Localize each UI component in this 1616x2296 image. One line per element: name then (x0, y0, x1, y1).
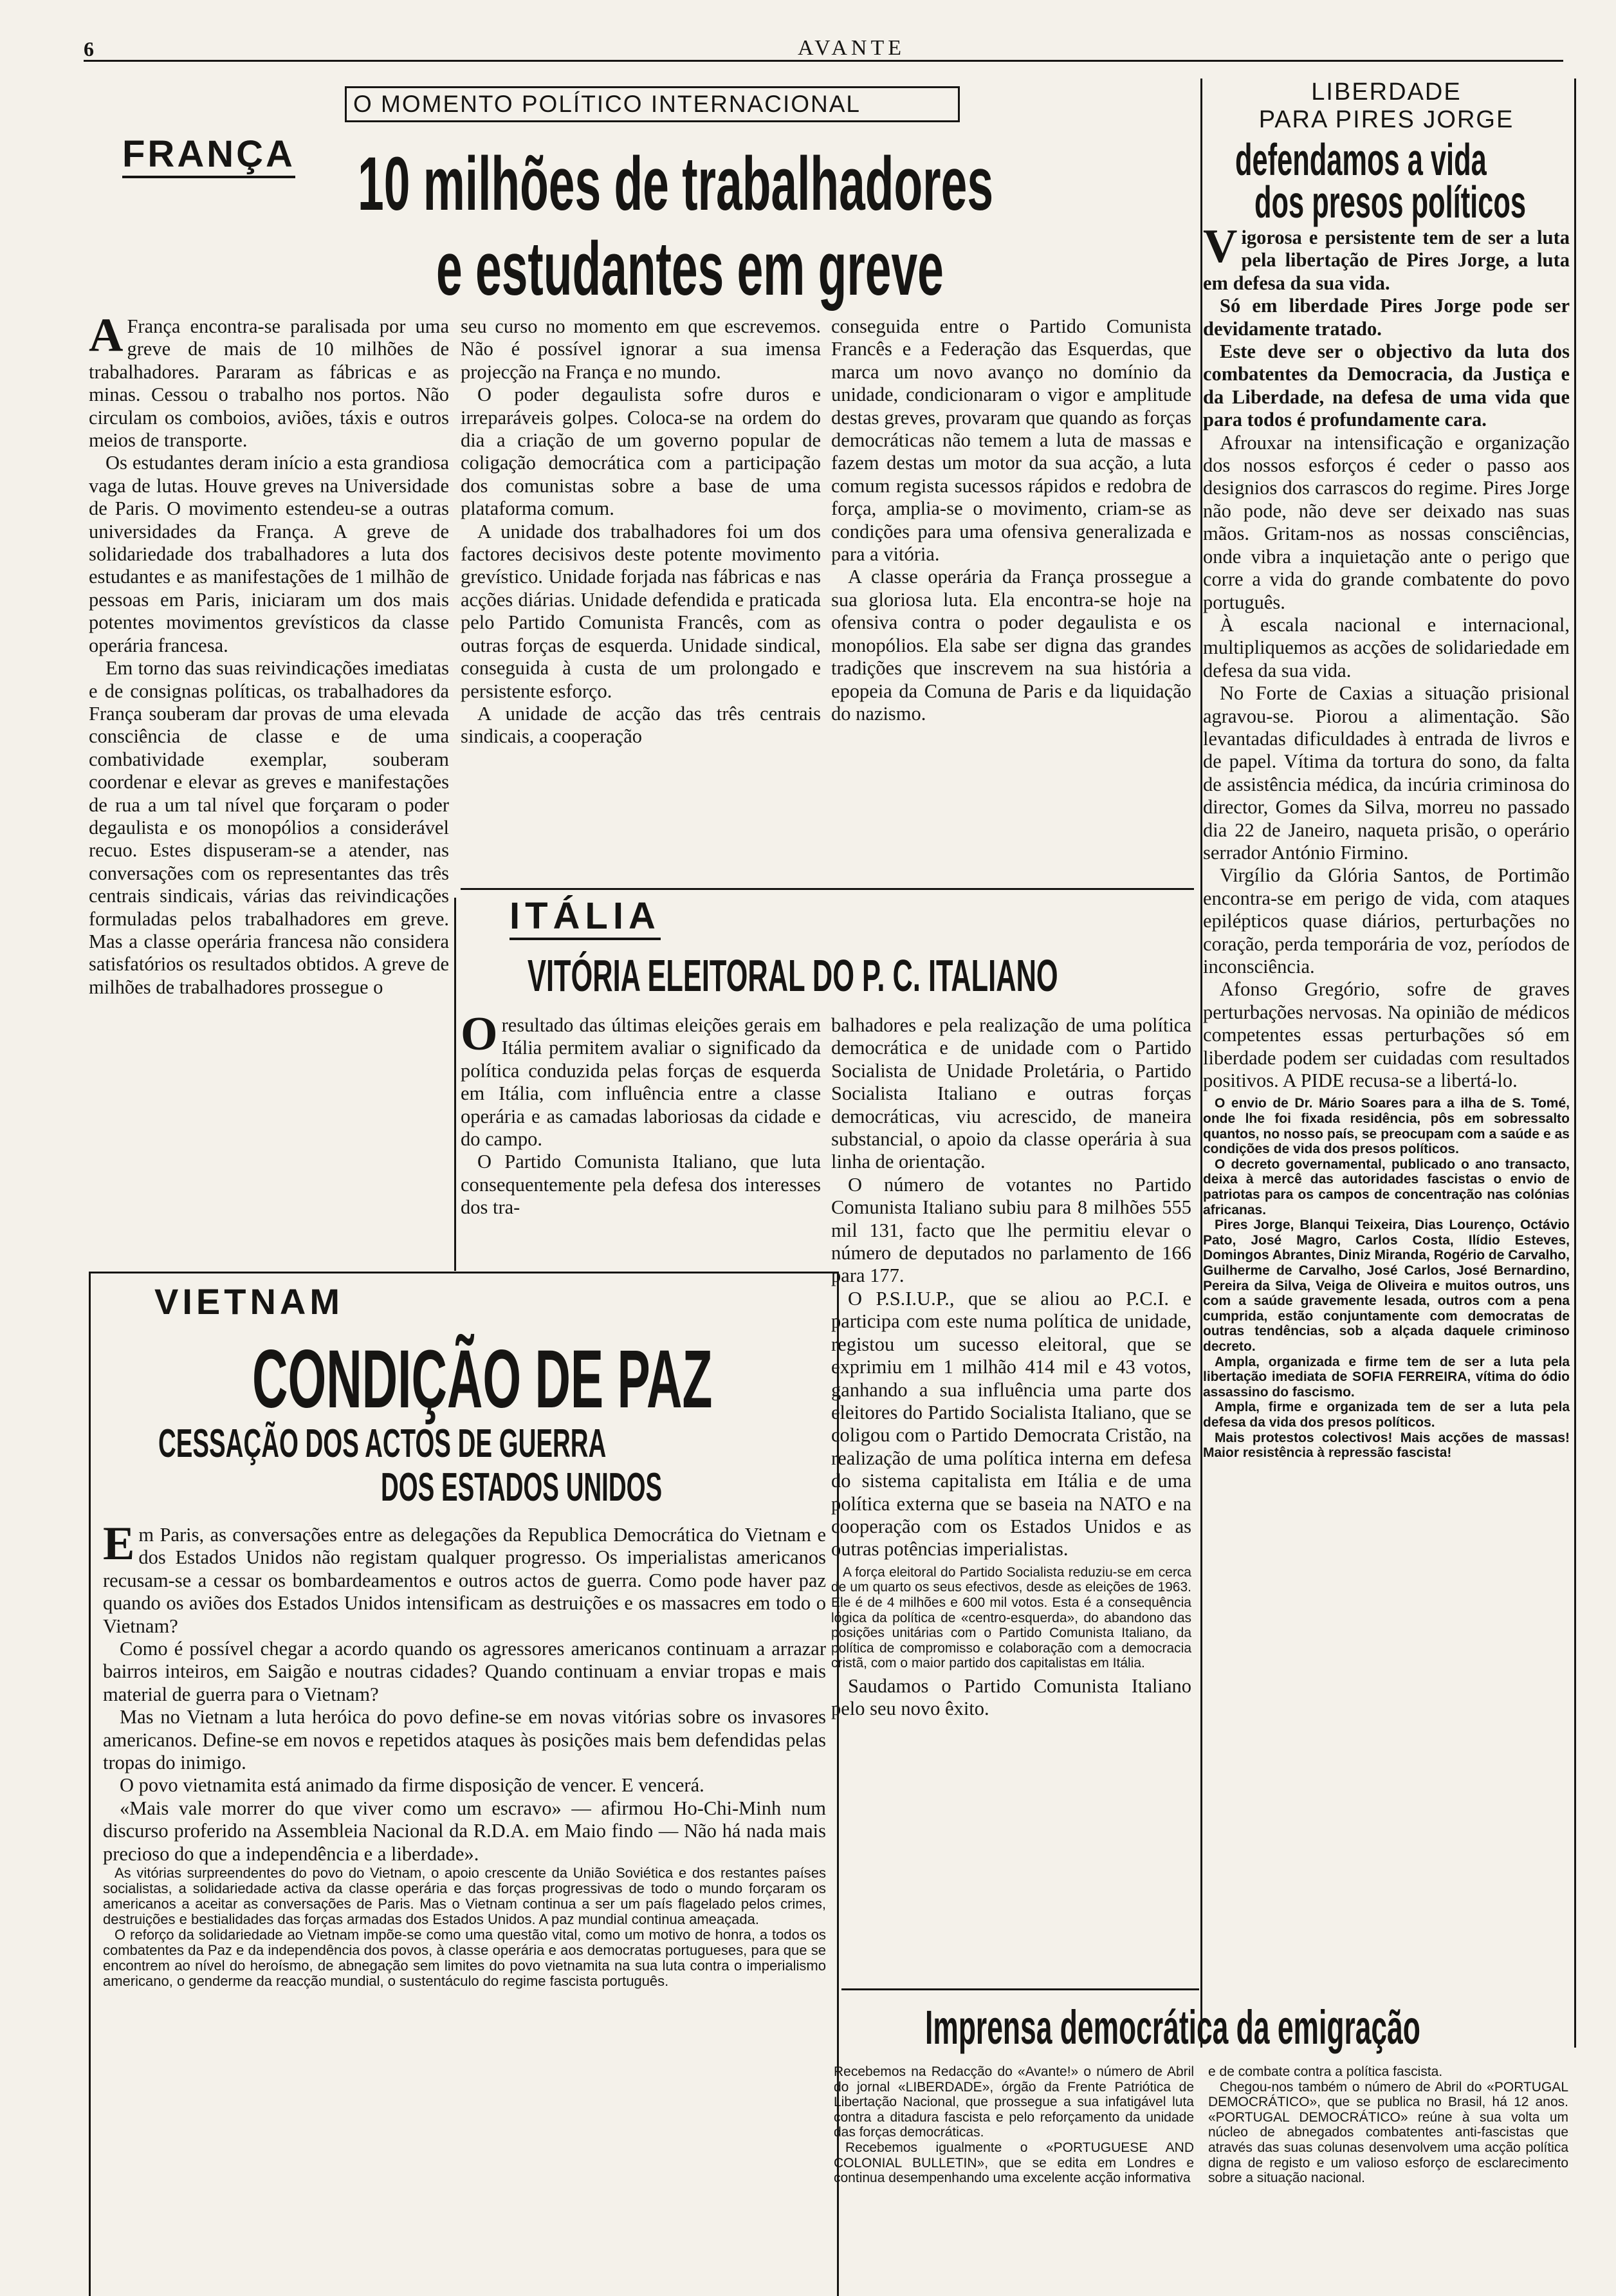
franca-paragraph: A unidade dos trabalhadores foi um dos factores decisivos deste potente movimento grevístico. Unidade forjada nas fábricas e nas acções diárias. Unidade defendida e praticada pelo Partido Comunista Francês, com as outras forças de esquerda. Unidade sindical, conseguida à custa de um prolongado e persistente esforço. (461, 520, 821, 702)
liberdade-paragraph: No Forte de Caxias a situação prisional agravou-se. Piorou a alimentação. São levantadas dificuldades à entrada de livros e de papel. Vítima da tortura do sono, da falta de assistência médica, da incúria criminosa do director, Gomes da Silva, morreu no passado dia 22 de Janeiro, naqueta prisão, o operário serrador António Firmino. (1203, 682, 1570, 864)
liberdade-paragraph: Virgílio da Glória Santos, de Portimão encontra-se em perigo de vida, com ataques epilépticos quase diários, perturbações no coração, perda temporária de voz, períodos de inconsciência. (1203, 864, 1570, 977)
page-number: 6 (84, 37, 94, 60)
section-italia: ITÁLIA (510, 894, 661, 940)
liberdade-paragraph: Vigorosa e persistente tem de ser a luta pela libertação de Pires Jorge, a luta em defesa da sua vida. (1203, 220, 1570, 294)
liberdade-headline-1: defendamos a vida (1235, 134, 1487, 185)
italia-note (831, 1565, 1191, 1671)
italia-headline: VITÓRIA ELEITORAL DO P. C. ITALIANO (528, 950, 1058, 1001)
vietnam-paragraph: Em Paris, as conversações entre as delegações da Republica Democrática do Vietnam e dos Estados Unidos não registam qualquer progresso. Os imperialistas americanos recusam-se a cessar os bombardeamentos e outros actos de guerra. Como pode haver paz quando os aviões dos Estados Unidos intensificam as destruições e os massacres em todo o Vietnam? (103, 1517, 826, 1637)
imprensa-paragraph: Recebemos igualmente o «PORTUGUESE AND COLONIAL BULLETIN», que se edita em Londres e continua desempenhando uma excelente acção informativa (834, 2140, 1194, 2186)
vietnam-small-text (103, 1866, 826, 1989)
liberdade-note: O decreto governamental, publicado o ano transacto, deixa à mercê das autoridades fascistas o envio de patriotas para os campos de concentração nas colónias africanas. (1203, 1156, 1570, 1217)
divider (841, 1988, 1199, 1990)
italia-column-2 (831, 1014, 1191, 1721)
vietnam-subheadline-2: DOS ESTADOS UNIDOS (381, 1465, 663, 1510)
vietnam-paragraph: Como é possível chegar a acordo quando os agressores americanos continuam a arrazar bairros inteiros, em Saigão e noutras cidades? Quando continuam a enviar tropas e mais material de guerra para o Vietnam? (103, 1638, 826, 1705)
vietnam-body (103, 1517, 826, 1990)
section-vietnam: VIETNAM (154, 1281, 344, 1322)
franca-headline-2: e estudantes em greve (436, 227, 944, 311)
liberdade-column (1203, 79, 1570, 1461)
imprensa-paragraph: Chegou-nos também o número de Abril do «PORTUGAL DEMOCRÁTICO», que se publica no Brasil, há 12 anos. «PORTUGAL DEMOCRÁTICO» reúne à sua volta um núcleo de abnegados combatentes anti-fascistas que através das suas colunas desenvolvem uma acção política digna de registo e um valioso esforço de esclarecimento sobre a situação nacional. (1208, 2079, 1568, 2186)
franca-paragraph: Os estudantes deram início a esta grandiosa vaga de lutas. Houve greves na Universidade de Paris. O movimento estendeu-se a outras universidades da França. A greve de solidariedade dos trabalhadores a luta dos estudantes e as manifestações de 1 milhão de pessoas em Paris, iniciaram um dos mais potentes movimentos grevísticos da classe operária francesa. (89, 452, 449, 656)
section-franca: FRANÇA (122, 133, 295, 178)
italia-note-text: A força eleitoral do Partido Socialista reduziu-se em cerca de um quarto os seus efectivos, desde as eleições de 1963. Ele é de 4 milhões e 600 mil votos. Esta é a consequência lógica da política de «centro-esquerda», do abandono das posições unitárias com o Partido Comunista Italiano, da política de compromisso e colaboração com a democracia cristã, com o maior partido dos capitalistas em Itália. (831, 1564, 1191, 1671)
franca-column-1 (89, 309, 449, 999)
franca-paragraph: A classe operária da França prossegue a sua gloriosa luta. Ela encontra-se hoje na ofensiva contra o poder degaulista e os monopólios. Ela sabe ser digna das grandes tradições que inscrevem na sua história a epopeia da Comuna de Paris e da liquidação do nazismo. (831, 566, 1191, 725)
imprensa-paragraph: Recebemos na Redacção do «Avante!» o número de Abril do jornal «LIBERDADE», órgão da Frente Patriótica de Libertação Nacional, que prossegue a sua infatigável luta contra a ditadura fascista e pelo reforçamento da unidade das forças democráticas. (834, 2064, 1194, 2140)
imprensa-column-2 (1208, 2064, 1568, 2186)
italia-closing: Saudamos o Partido Comunista Italiano pelo seu novo êxito. (831, 1674, 1191, 1720)
franca-paragraph: AFrança encontra-se paralisada por uma greve de mais de 10 milhões de trabalhadores. Pararam as fábricas e as minas. Cessou o trabalho nos portos. Não circulam os comboios, aviões, táxis e outros meios de transporte. (89, 309, 449, 452)
kicker-momento-politico: O MOMENTO POLÍTICO INTERNACIONAL (345, 86, 960, 122)
vietnam-paragraph: O povo vietnamita está animado da firme disposição de vencer. E vencerá. (120, 1774, 704, 1797)
imprensa-paragraph: e de combate contra a política fascista. (1208, 2064, 1443, 2079)
liberdade-headline-2: dos presos políticos (1254, 177, 1527, 227)
liberdade-kicker-2: PARA PIRES JORGE (1258, 106, 1514, 133)
liberdade-note: Ampla, firme e organizada tem de ser a luta pela defesa da vida dos presos políticos. (1203, 1400, 1570, 1430)
franca-paragraph: A unidade de acção das três centrais sindicais, a cooperação (461, 702, 821, 748)
italia-paragraph: balhadores e pela realização de uma política democrática e de unidade com o Partido Socialista de Unidade Proletária, o Partido Socialista Italiano e outras forças democráticas, viu acrescido, de maneira substancial, o apoio da classe operária à sua linha de orientação. (831, 1014, 1191, 1173)
franca-column-3 (831, 315, 1191, 725)
vietnam-subheadline-1: CESSAÇÃO DOS ACTOS DE GUERRA (158, 1421, 607, 1466)
divider (461, 888, 1194, 890)
franca-paragraph: seu curso no momento em que escrevemos. Não é possível ignorar a sua imensa projecção na França e no mundo. (461, 315, 821, 383)
franca-paragraph: Em torno das suas reivindicações imediatas e de consignas políticas, os trabalhadores da França souberam dar provas de uma elevada consciência de classe e de uma combatividade exemplar, souberam coordenar e elevar as greves e manifestações de rua a um tal nível que forçaram o poder degaulista e os monopólios a considerável recuo. Estes dispuseram-se a atender, nas conversações com os representantes das três centrais sindicais, várias das reivindicações formuladas pelos trabalhadores em greve. Mas a classe operária francesa não considera satisfatórios os resultados obtidos. A greve de milhões de trabalhadores prossegue o (89, 657, 449, 998)
imprensa-column-1 (834, 2064, 1194, 2186)
liberdade-paragraph: Afrouxar na intensificação e organização dos nossos esforços é ceder o passo aos designios dos carrascos do regime. Pires Jorge não pode, não deve ser deixado nas suas mãos. Gritam-nos as nossas consciências, onde vibra a inquietação ante o perigo que corre a vida do grande combatente do povo português. (1203, 431, 1570, 613)
vietnam-paragraph: O reforço da solidariedade ao Vietnam impõe-se como uma questão vital, como um motivo de honra, a todos os combatentes da Paz e da independência dos povos, à classe operária e aos democratas portugueses, para que se encontrem ao nível do heroísmo, de abnegação sem limites do povo vietnamita na sua luta contra o imperialismo americano, o genderme da reacção mundial, o sustentáculo do regime fascista português. (103, 1927, 826, 1990)
vietnam-paragraph: As vitórias surpreendentes do povo do Vietnam, o apoio crescente da União Soviética e dos restantes países socialistas, a solidariedade activa da classe operária e das forças progressivas de todo o mundo forçaram os americanos a aceitar as conversações de Paris. Mas o Vietnam continua a ser um país flagelado pelos crimes, destruições e bestialidades das forças armadas dos Estados Unidos. A paz mundial continua ameaçada. (103, 1865, 826, 1928)
italia-column-1 (461, 1008, 821, 1219)
franca-column-2 (461, 315, 821, 748)
franca-paragraph: O poder degaulista sofre duros e irreparáveis golpes. Coloca-se na ordem do dia a criação de um governo popular de coligação democrática com a participação dos comunistas sobre a base de uma plataforma comum. (461, 384, 821, 520)
franca-paragraph: conseguida entre o Partido Comunista Francês e a Federação das Esquerdas, que marca um novo avanço no domínio da unidade, condicionaram o vigor e amplitude destas greves, provaram que quando as forças democráticas não temem a luta de massas e fazem destas um motor da sua acção, a luta comum regista sucessos rápidos e redobra de força, amplia-se o movimento, criam-se as condições para uma ofensiva generalizada e para a vitória. (831, 315, 1191, 566)
paper-name: AVANTE (798, 36, 905, 60)
vietnam-paragraph: Mas no Vietnam a luta heróica do povo define-se em novas vitórias sobre os invasores americanos. Define-se em novos e repetidos ataques às posições mais bem defendidas pelas tropas do inimigo. (103, 1706, 826, 1774)
liberdade-headline-wrap (1203, 134, 1570, 227)
italia-paragraph: Oresultado das últimas eleições gerais em Itália permitem avaliar o significado da política conduzida pelas forças de esquerda em Itália, com influência entre a classe operária e as camadas laboriosas da cidade e do campo. (461, 1008, 821, 1151)
liberdade-kicker-1: LIBERDADE (1311, 79, 1462, 106)
italia-paragraph: O P.S.I.U.P., que se aliou ao P.C.I. e participa com este numa política de unidade, registou um sucesso eleitoral, que se exprimiu em 1 milhão 414 mil e 43 votos, ganhando a sua influência uma parte dos eleitores do Partido Socialista Italiano, que se coligou com o Partido Democrata Cristão, na realização de uma política interna em defesa do sistema capitalista em Itália e de uma política externa que se baseia na NATO e na cooperação com os Estados Unidos e as outras potências imperialistas. (831, 1287, 1191, 1560)
liberdade-note: Ampla, organizada e firme tem de ser a luta pela libertação imediata de SOFIA FERREIRA, vítima do ódio assassino do fascismo. (1203, 1354, 1570, 1400)
liberdade-note: Mais protestos colectivos! Mais acções de massas! Maior resistência à repressão fascista! (1203, 1430, 1570, 1461)
liberdade-note: O envio de Dr. Mário Soares para a ilha de S. Tomé, onde lhe foi fixada residência, pôs em sobressalto quantos, no nosso país, se preocupam com a saúde e as condições de vida dos presos políticos. (1203, 1096, 1570, 1157)
masthead (84, 33, 1563, 62)
divider (454, 898, 456, 1271)
italia-paragraph: O número de votantes no Partido Comunista Italiano subiu para 8 milhões 555 mil 131, facto que lhe permitiu elevar o número de deputados no parlamento de 166 para 177. (831, 1173, 1191, 1287)
vietnam-headline: CONDIÇÃO DE PAZ (252, 1333, 713, 1425)
italia-paragraph: O Partido Comunista Italiano, que luta consequentemente pela defesa dos interesses dos tra- (461, 1151, 821, 1219)
vietnam-paragraph: «Mais vale morrer do que viver como um escravo» — afirmou Ho-Chi-Minh num discurso proferido na Assembleia Nacional da R.D.A. em Maio findo — Não há nada mais precioso do que a independência e a liberdade». (103, 1797, 826, 1865)
liberdade-notes (1203, 1096, 1570, 1460)
liberdade-paragraph: Este deve ser o objectivo da luta dos combatentes da Democracia, da Justiça e da Liberdade, na defesa de uma vida que para todos é profundamente cara. (1203, 340, 1570, 431)
liberdade-paragraph: Afonso Gregório, sofre de graves perturbações nervosas. Na opinião de médicos competentes essas perturbações só em liberdade podem ser cuidadas com resultados positivos. A PIDE recusa-se a libertá-lo. (1203, 978, 1570, 1092)
liberdade-paragraph: À escala nacional e internacional, multipliquemos as acções de solidariedade em defesa da sua vida. (1203, 613, 1570, 681)
franca-headline-1: 10 milhões de trabalhadores (358, 142, 994, 227)
liberdade-note: Pires Jorge, Blanqui Teixeira, Dias Lourenço, Octávio Pato, José Magro, Carlos Costa, Ilídio Esteves, Domingos Abrantes, Diniz Miranda, Rogério de Carvalho, Guilherme de Carvalho, José Carlos, José Bernardino, Pereira da Silva, Veiga de Oliveira e muitos outros, uns com a saúde gravemente lesada, outros com a pena cumprida, estão conjuntamente com democratas de outras tendências, sob a alçada daquele criminoso decreto. (1203, 1217, 1570, 1354)
liberdade-paragraph: Só em liberdade Pires Jorge pode ser devidamente tratado. (1203, 295, 1570, 340)
liberdade-body (1203, 220, 1570, 1092)
imprensa-headline: Imprensa democrática da emigração (925, 2001, 1420, 2054)
